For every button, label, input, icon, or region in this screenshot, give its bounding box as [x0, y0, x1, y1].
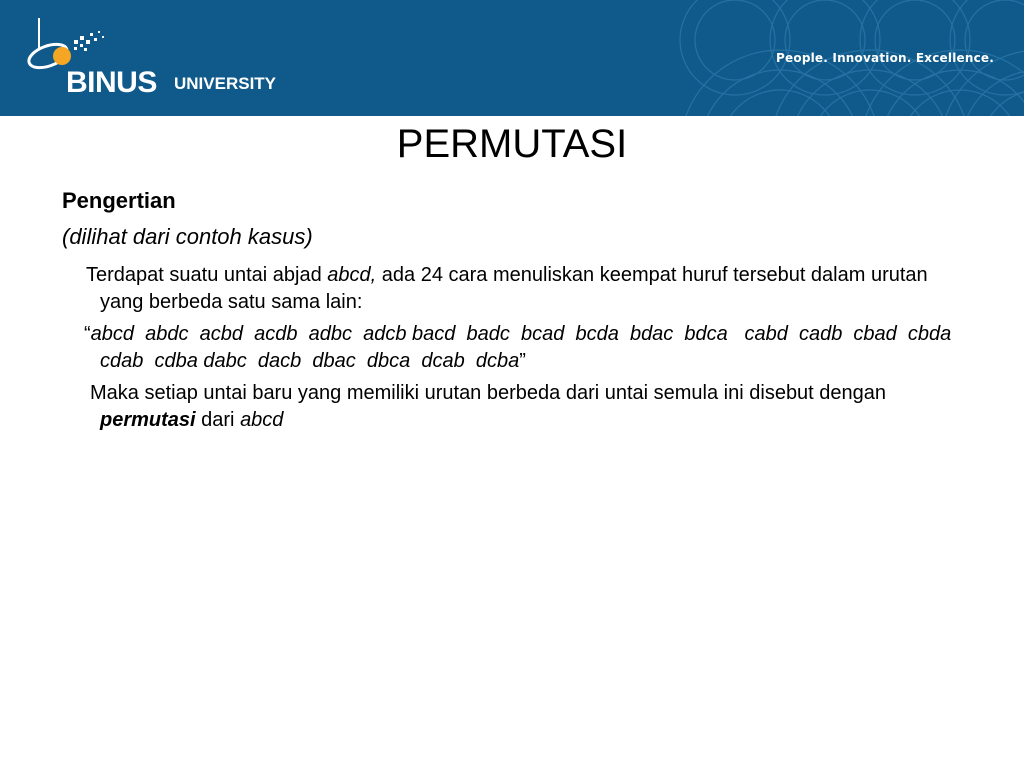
slide-title: PERMUTASI	[396, 122, 628, 166]
paragraph-permutations	[62, 321, 962, 375]
para1-text-a: Terdapat suatu untai abjad	[86, 264, 328, 286]
permutation-list: abcd abdc acbd acdb adbc adcb bacd badc bcad bcda bdac bdca cabd cadb cbad cbda cdab cdba dabc dacb dbac dbca dcab dcba	[90, 323, 963, 372]
logo-suffix: UNIVERSITY	[174, 74, 277, 93]
section-heading: Pengertian	[62, 188, 176, 213]
tagline: People. Innovation. Excellence.	[776, 51, 994, 65]
binus-logo[interactable]	[22, 18, 302, 100]
para3-text-b: dari	[195, 409, 241, 431]
paragraph-intro	[62, 262, 962, 316]
para3-italic-end: abcd	[240, 409, 284, 431]
para1-italic: abcd,	[327, 264, 377, 286]
paragraph-definition	[62, 380, 962, 434]
open-quote: “	[84, 323, 91, 345]
section-subheading: (dilihat dari contoh kasus)	[62, 224, 313, 249]
para1-text-b: ada 24 cara menuliskan keempat huruf tersebut dalam urutan yang berbeda satu sama lain:	[100, 264, 928, 313]
header-banner	[0, 0, 1024, 116]
close-quote: ”	[519, 350, 526, 372]
term-permutasi: permutasi	[100, 409, 196, 431]
logo-name: BINUS	[66, 66, 157, 99]
para3-text-a: Maka setiap untai baru yang memiliki urutan berbeda dari untai semula ini disebut dengan	[90, 382, 887, 404]
slide-content	[62, 186, 962, 434]
